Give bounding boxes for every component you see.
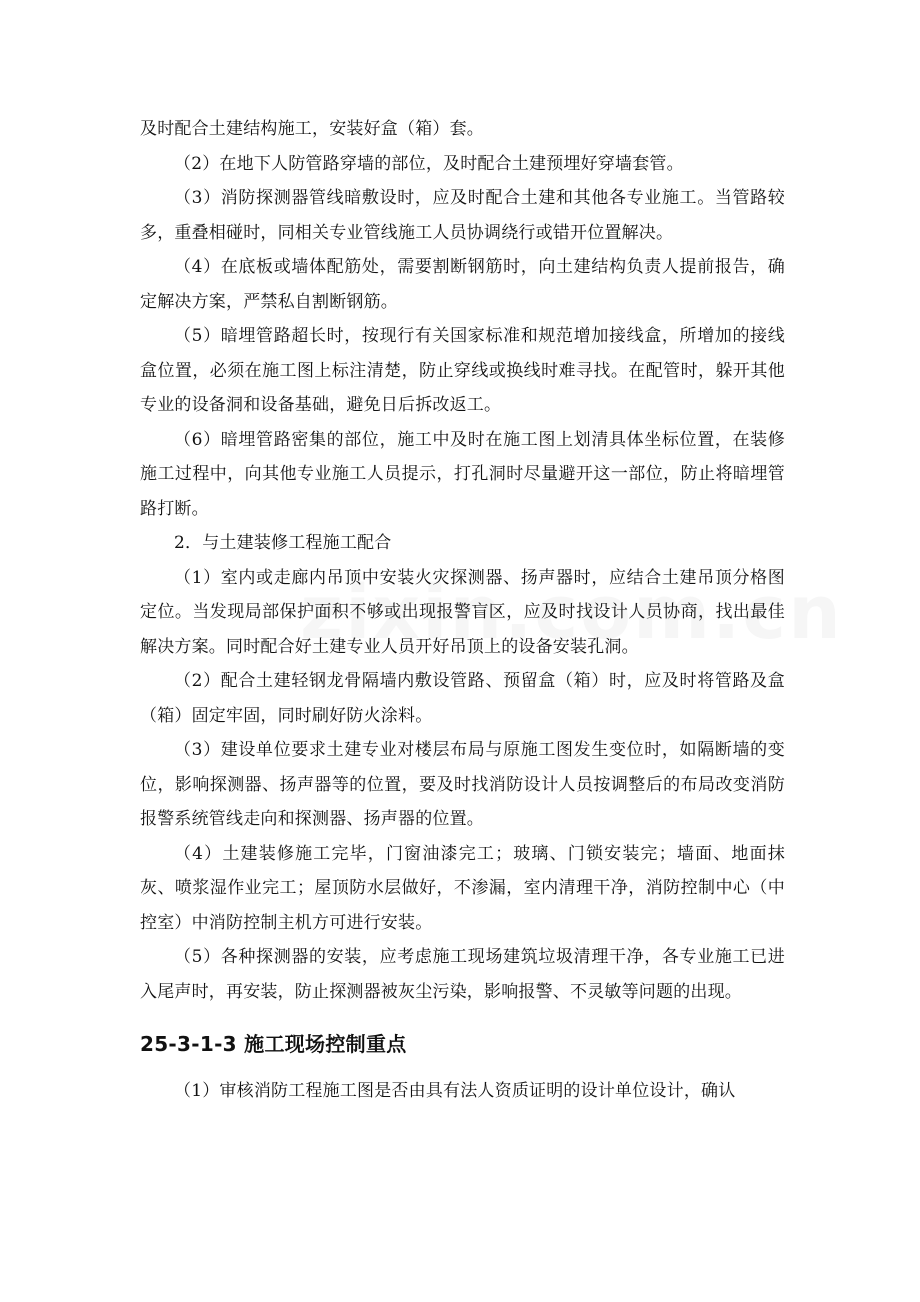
paragraph-item-4-completion: （4）土建装修施工完毕，门窗油漆完工；玻璃、门锁安装完；墙面、地面抹灰、喷浆湿作业完工；屋顶防水层做好，不渗漏，室内清理干净，消防控制中心（中控室）中消防控制主机方可进行安装。 xyxy=(140,843,785,933)
paragraph-item-1-ceiling: （1）室内或走廊内吊顶中安装火灾探测器、扬声器时，应结合土建吊顶分格图定位。当发现局部保护面积不够或出现报警盲区，应及时找设计人员协商，找出最佳解决方案。同时配合好土建专业人员开好吊顶上的设备安装孔洞。 xyxy=(140,567,785,657)
paragraph-item-6-dense-conduit: （6）暗埋管路密集的部位，施工中及时在施工图上划清具体坐标位置，在装修施工过程中，向其他专业施工人员提示，打孔洞时尽量避开这一部位，防止将暗埋管路打断。 xyxy=(140,429,785,519)
paragraph-item-5-detector-install: （5）各种探测器的安装，应考虑施工现场建筑垃圾清理干净，各专业施工已进入尾声时，再安装，防止探测器被灰尘污染，影响报警、不灵敏等问题的出现。 xyxy=(140,947,785,1002)
paragraph-item-2-partition: （2）配合土建轻钢龙骨隔墙内敷设管路、预留盒（箱）时，应及时将管路及盒（箱）固定牢固，同时刷好防火涂料。 xyxy=(140,671,785,726)
paragraph-item-1-drawing-review: （1）审核消防工程施工图是否由具有法人资质证明的设计单位设计，确认 xyxy=(174,1081,736,1101)
paragraph-item-3-detector-conduit: （3）消防探测器管线暗敷设时，应及时配合土建和其他各专业施工。当管路较多，重叠相碰时，同相关专业管线施工人员协调绕行或错开位置解决。 xyxy=(140,188,785,243)
section-heading: 25-3-1-3 施工现场控制重点 xyxy=(140,1032,407,1056)
subheading-decoration-coordination: 2．与土建装修工程施工配合 xyxy=(174,533,392,553)
paragraph-item-3-layout-change: （3）建设单位要求土建专业对楼层布局与原施工图发生变位时，如隔断墙的变位，影响探测器、扬声器等的位置，要及时找消防设计人员按调整后的布局改变消防报警系统管线走向和探测器、扬声器的位置。 xyxy=(140,740,785,829)
paragraph-continuation: 及时配合土建结构施工，安装好盒（箱）套。 xyxy=(140,119,484,139)
paragraph-item-2-underground: （2）在地下人防管路穿墙的部位，及时配合土建预埋好穿墙套管。 xyxy=(174,153,684,174)
paragraph-item-5-junction-box: （5）暗埋管路超长时，按现行有关国家标准和规范增加接线盒，所增加的接线盒位置，必须在施工图上标注清楚，防止穿线或换线时难寻找。在配管时，躲开其他专业的设备洞和设备基础，避免日后拆改返工。 xyxy=(140,326,785,415)
paragraph-item-4-rebar: （4）在底板或墙体配筋处，需要割断钢筋时，向土建结构负责人提前报告，确定解决方案，严禁私自割断钢筋。 xyxy=(140,257,785,312)
document-body xyxy=(140,112,785,1109)
